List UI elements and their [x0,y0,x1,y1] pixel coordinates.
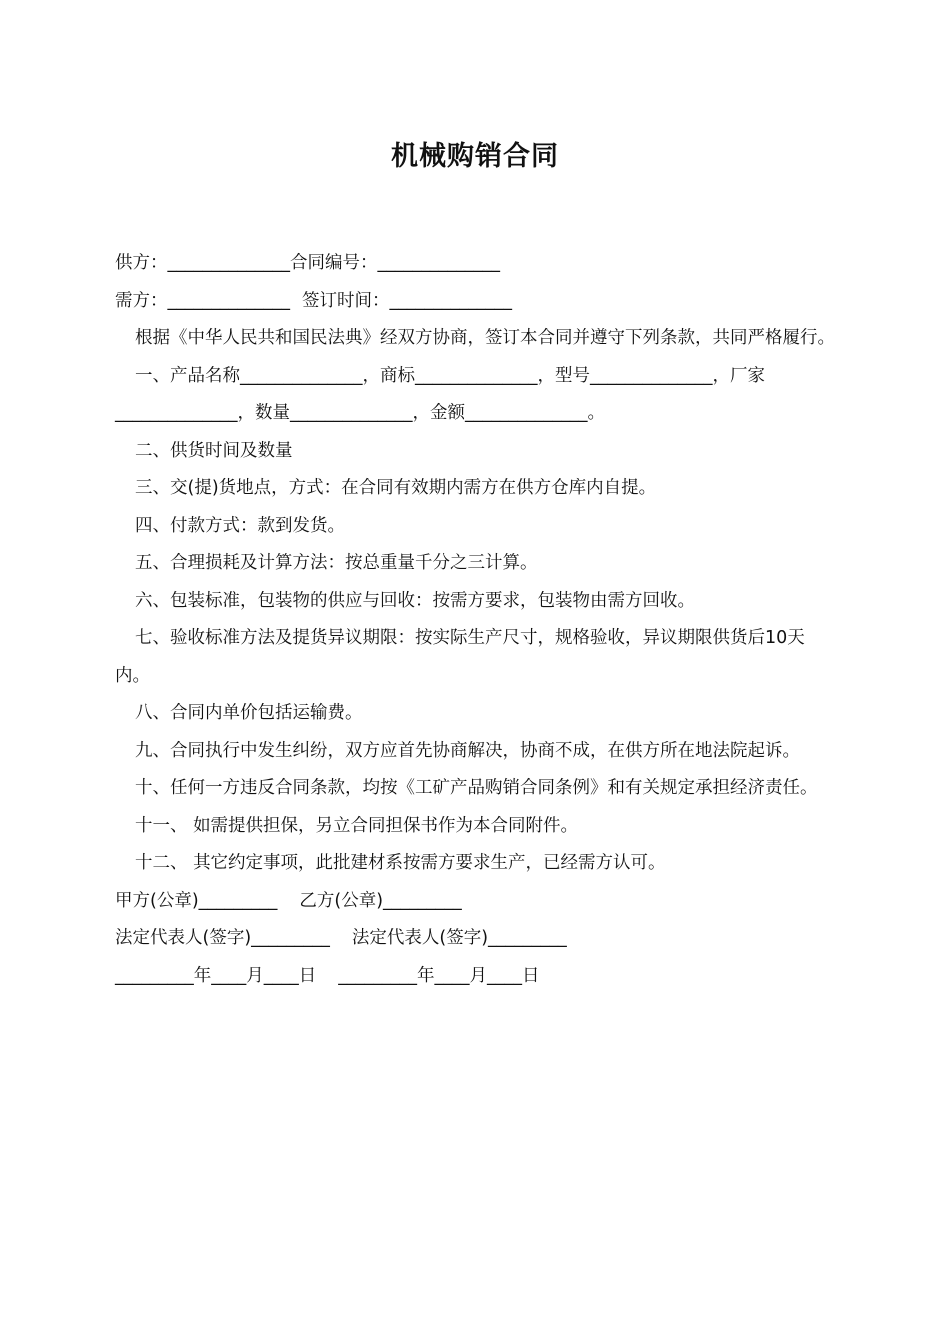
party-a-representative: 法定代表人(签字)_________ [115,928,330,948]
clause-5: 五、合理损耗及计算方法：按总重量千分之三计算。 [135,553,538,573]
clause-11: 十一、 如需提供担保，另立合同担保书作为本合同附件。 [135,815,579,836]
clause-12: 十二、 其它约定事项，此批建材系按需方要求生产，已经需方认可。 [135,853,666,873]
party-b-date: _________年____月____日 [338,965,540,986]
contract-body [115,245,837,995]
contract-number-field: 合同编号：______________ [290,253,500,273]
clause-6: 六、包装标准，包装物的供应与回收：按需方要求，包装物由需方回收。 [135,590,695,611]
supplier-field: 供方：______________ [115,253,290,273]
representative-line [115,920,837,958]
date-line [115,958,837,996]
party-a-date: _________年____月____日 [115,965,317,986]
clause-8: 八、合同内单价包括运输费。 [135,703,363,723]
sign-date-field: 签订时间：______________ [302,290,512,311]
clause-7: 七、验收标准方法及提货异议期限：按实际生产尺寸，规格验收，异议期限供货后10天内。 [115,628,805,686]
buyer-line [115,283,837,321]
clause-3: 三、交(提)货地点，方式：在合同有效期内需方在供方仓库内自提。 [135,478,657,498]
supplier-line [115,245,837,283]
clause-10: 十、任何一方违反合同条款，均按《工矿产品购销合同条例》和有关规定承担经济责任。 [135,778,818,798]
clause-2: 二、供货时间及数量 [135,440,293,461]
page-title: 机械购销合同 [391,141,559,172]
party-b-seal: 乙方(公章)_________ [299,890,462,911]
party-b-representative: 法定代表人(签字)_________ [351,928,567,948]
buyer-field: 需方：______________ [115,290,290,311]
seal-line [115,883,837,921]
party-a-seal: 甲方(公章)_________ [115,890,278,911]
clause-1: 一、产品名称______________，商标______________，型号______________，厂家______________，数量______________，金额______________。 [115,365,765,423]
clause-4: 四、付款方式：款到发货。 [135,515,345,536]
preamble: 根据《中华人民共和国民法典》经双方协商，签订本合同并遵守下列条款，共同严格履行。 [135,328,835,348]
clause-9: 九、合同执行中发生纠纷，双方应首先协商解决，协商不成，在供方所在地法院起诉。 [135,740,800,761]
